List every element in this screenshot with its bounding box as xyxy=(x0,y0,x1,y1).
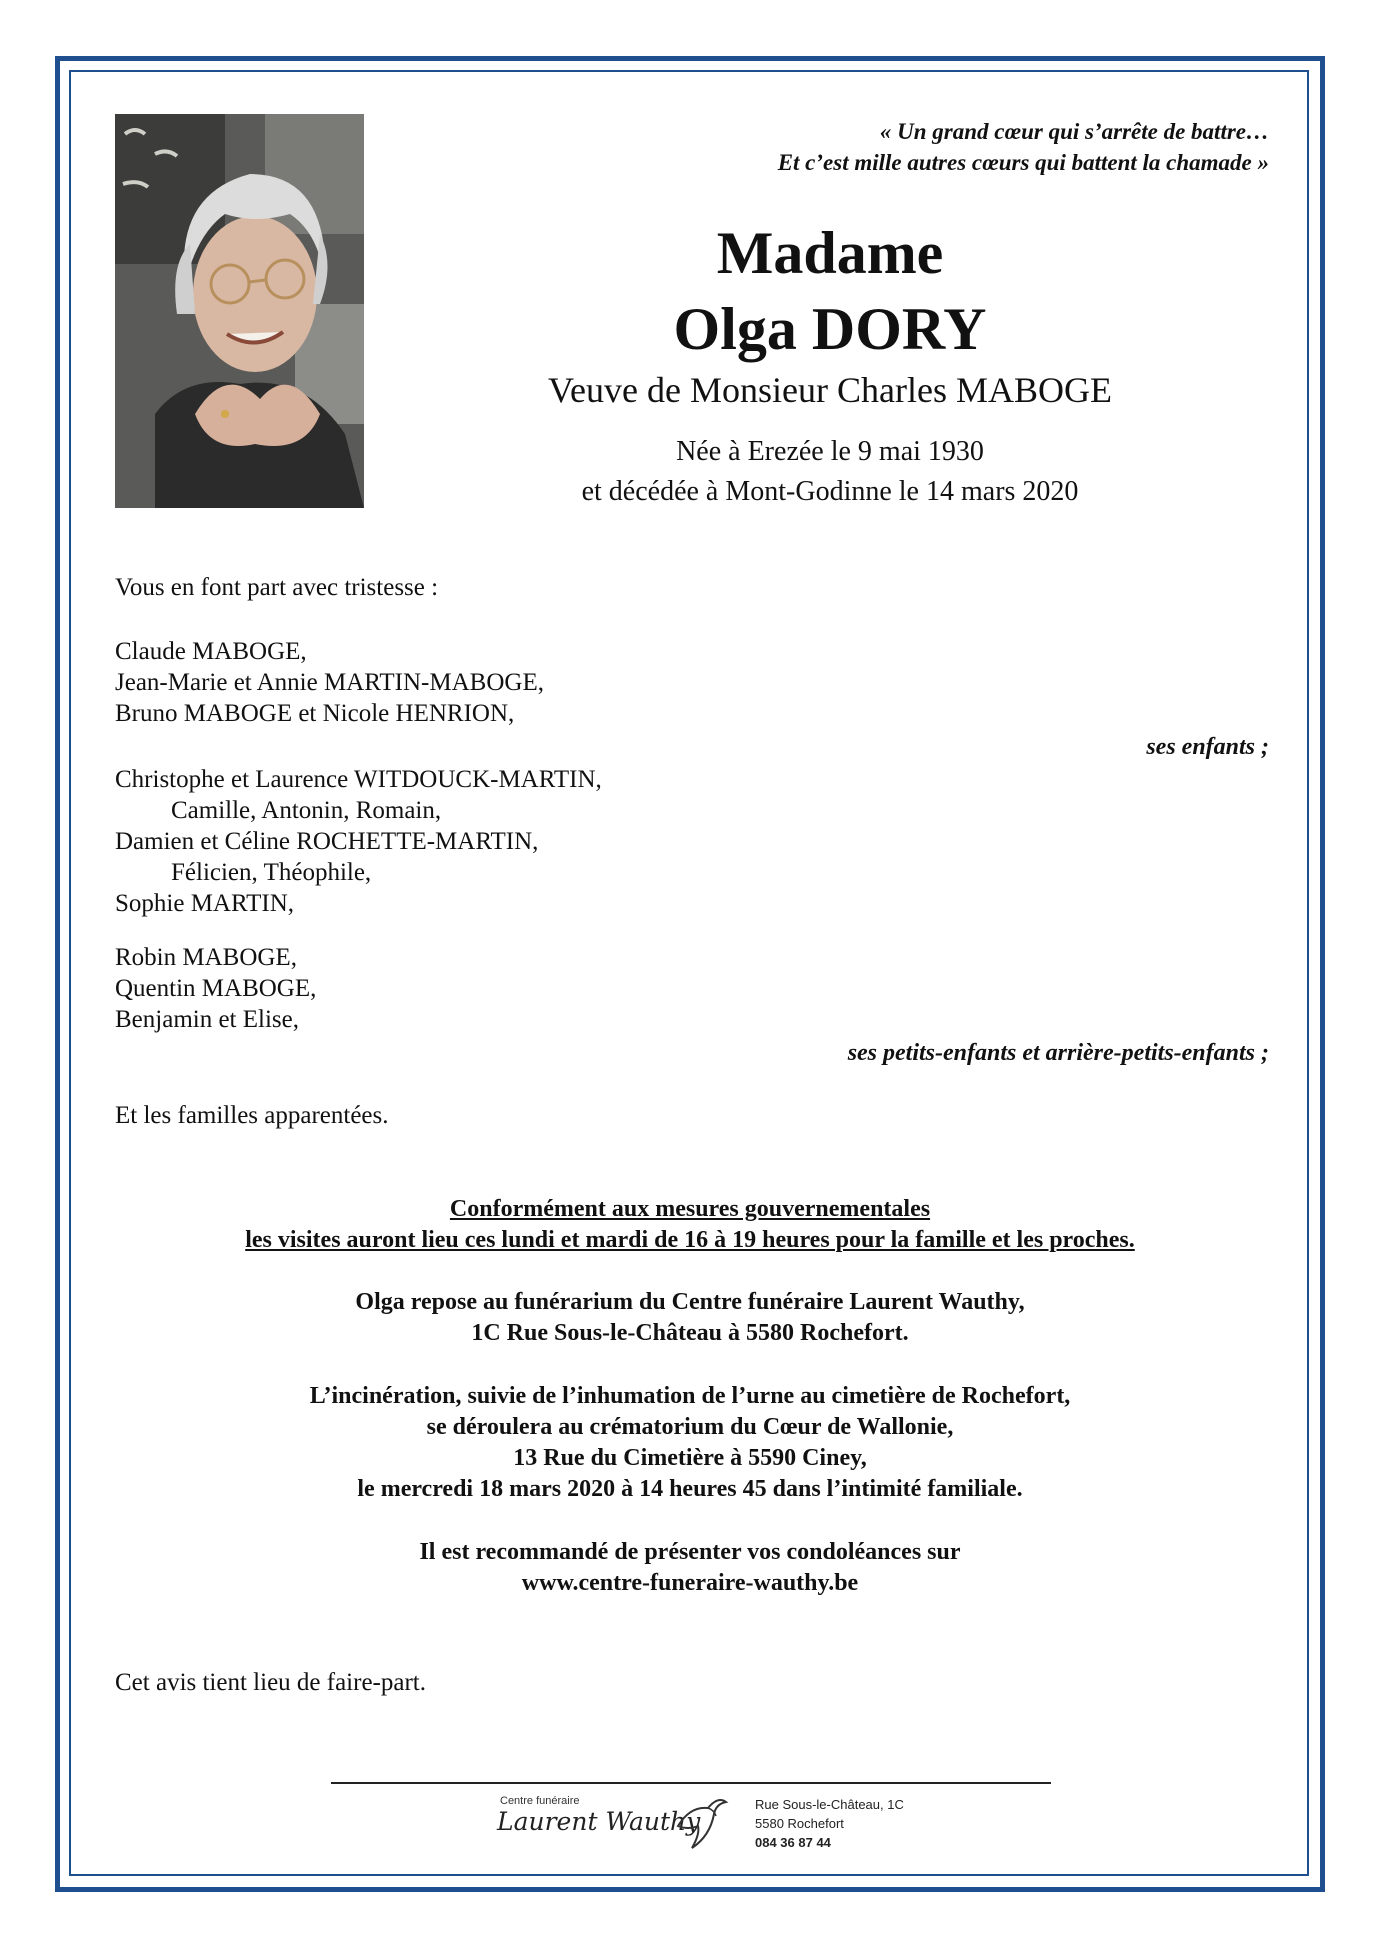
list-item: Robin MABOGE, xyxy=(115,944,297,971)
quote-line-1: « Un grand cœur qui s’arrête de battre… xyxy=(879,119,1269,144)
logo-script-text: Laurent Wauthy xyxy=(497,1807,701,1836)
ceremony-line-4: le mercredi 18 mars 2020 à 14 heures 45 dans l’intimité familiale. xyxy=(357,1476,1023,1502)
notice-line-2: les visites auront lieu ces lundi et mardi de 16 à 19 heures pour la famille et les proches. xyxy=(245,1227,1135,1253)
list-item: Félicien, Théophile, xyxy=(171,859,372,886)
list-item: Claude MABOGE, xyxy=(115,638,307,665)
logo-small-text: Centre funéraire xyxy=(500,1795,580,1807)
grandchildren-label: ses petits-enfants et arrière-petits-enfants ; xyxy=(847,1040,1269,1066)
address-line-2: 5580 Rochefort xyxy=(755,1816,844,1831)
children-list xyxy=(115,636,544,729)
list-item: Benjamin et Elise, xyxy=(115,1006,299,1033)
honorific: Madame xyxy=(716,220,944,286)
epigraph-quote xyxy=(778,116,1269,178)
ceremony-line-3: 13 Rue du Cimetière à 5590 Ciney, xyxy=(513,1445,867,1471)
deceased-name: Olga DORY xyxy=(673,296,987,362)
address-line-1: Rue Sous-le-Château, 1C xyxy=(755,1797,904,1812)
condolences-line-1: Il est recommandé de présenter vos condoléances sur xyxy=(419,1539,961,1565)
children-label: ses enfants ; xyxy=(1146,734,1269,760)
list-item: Jean-Marie et Annie MARTIN-MABOGE, xyxy=(115,669,544,696)
footer-note: Cet avis tient lieu de faire-part. xyxy=(115,1669,426,1696)
phone-number: 084 36 87 44 xyxy=(755,1835,831,1850)
families-text: Et les familles apparentées. xyxy=(115,1102,389,1129)
notice-line-1: Conformément aux mesures gouvernementales xyxy=(449,1196,931,1222)
widow-line: Veuve de Monsieur Charles MABOGE xyxy=(548,370,1112,410)
birth-line: Née à Erezée le 9 mai 1930 xyxy=(676,436,984,467)
list-item: Quentin MABOGE, xyxy=(115,975,317,1002)
ceremony-line-2: se déroulera au crématorium du Cœur de Wallonie, xyxy=(426,1414,954,1440)
grandchildren-list-2 xyxy=(115,942,316,1035)
footer-divider xyxy=(331,1782,1051,1784)
rest-line-1: Olga repose au funérarium du Centre funéraire Laurent Wauthy, xyxy=(355,1289,1025,1315)
intro-text: Vous en font part avec tristesse : xyxy=(115,574,439,601)
death-line: et décédée à Mont-Godinne le 14 mars 2020 xyxy=(581,476,1079,507)
list-item: Sophie MARTIN, xyxy=(115,890,295,917)
list-item: Camille, Antonin, Romain, xyxy=(171,797,442,824)
ceremony-line-1: L’incinération, suivie de l’inhumation de l’urne au cimetière de Rochefort, xyxy=(309,1383,1071,1409)
quote-line-2: Et c’est mille autres cœurs qui battent la chamade » xyxy=(777,150,1269,175)
list-item: Damien et Céline ROCHETTE-MARTIN, xyxy=(115,828,539,855)
dove-logo-icon xyxy=(670,1786,730,1856)
grandchildren-list xyxy=(115,764,602,919)
condolences-url[interactable]: www.centre-funeraire-wauthy.be xyxy=(521,1570,859,1596)
list-item: Bruno MABOGE et Nicole HENRION, xyxy=(115,700,515,727)
list-item: Christophe et Laurence WITDOUCK-MARTIN, xyxy=(115,766,602,793)
footer-address xyxy=(755,1795,904,1852)
portrait-photo xyxy=(115,114,364,508)
rest-line-2: 1C Rue Sous-le-Château à 5580 Rochefort. xyxy=(471,1320,909,1346)
